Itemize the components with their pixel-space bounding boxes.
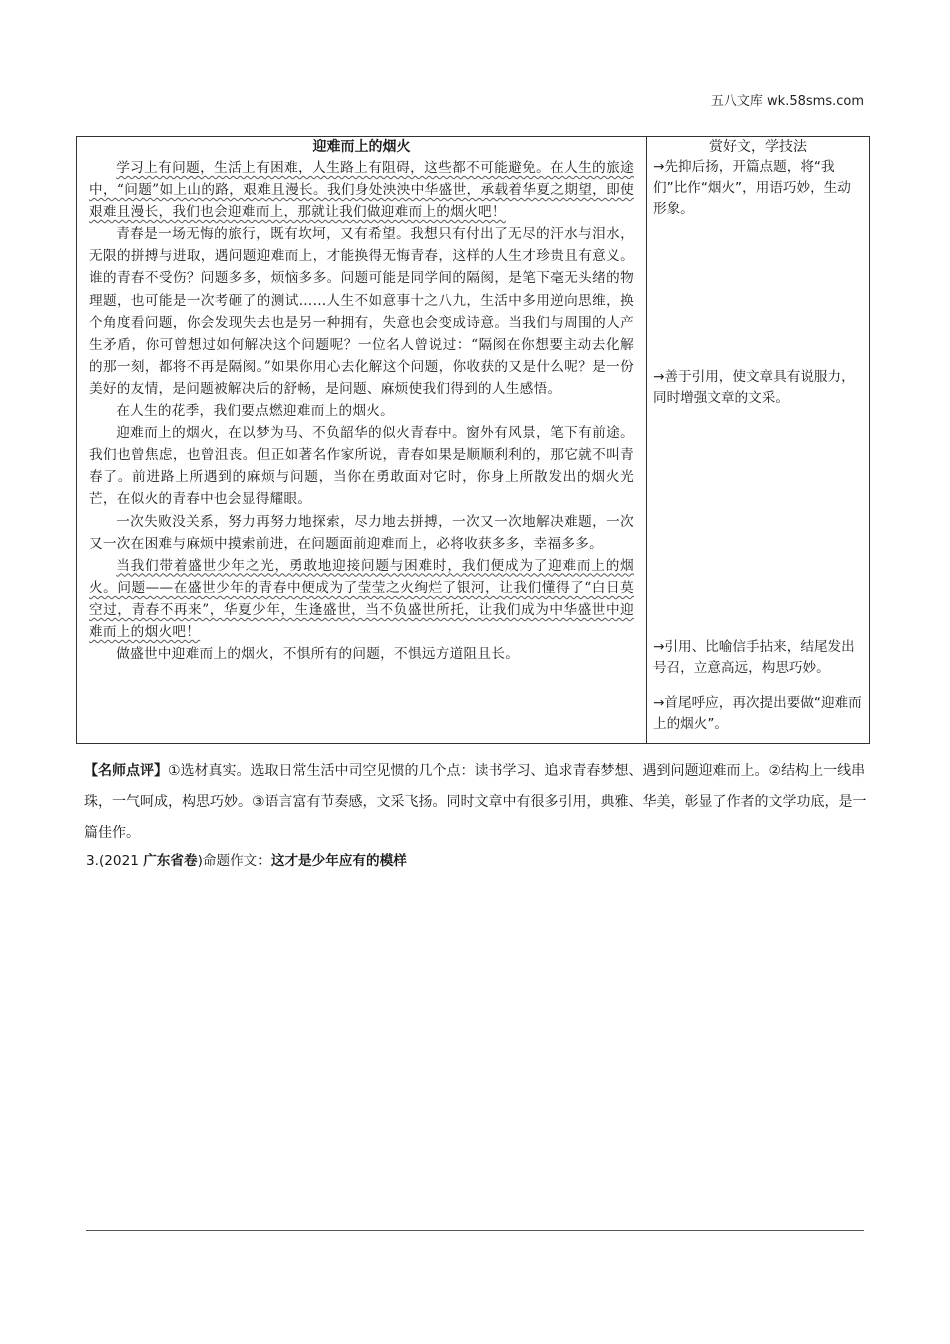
essay-paragraph-1: 学习上有问题，生活上有困难，人生路上有阻碍，这些都不可能避免。在人生的旅途中，“问题”如上山的路，艰难且漫长。我们身处泱泱中华盛世，承载着华夏之期望，即使艰难且漫长，我们也会迎难而上，那就让我们做迎难而上的烟火吧！ [89, 160, 634, 221]
teacher-comment-text: ①选材真实。选取日常生活中司空见惯的几个点：读书学习、追求青春梦想、遇到问题迎难而上。②结构上一线串珠，一气呵成，构思巧妙。③语言富有节奏感，文采飞扬。同时文章中有很多引用，典雅、华美，彰显了作者的文学功底，是一篇佳作。 [84, 763, 867, 841]
annotation-note-2: →善于引用，使文章具有说服力，同时增强文章的文采。 [653, 369, 855, 406]
prompt-number: 3.(2021 [86, 853, 144, 869]
essay-paragraph-3: 在人生的花季，我们要点燃迎难而上的烟火。 [116, 403, 395, 420]
essay-paragraph-6: 当我们带着盛世少年之光，勇敢地迎接问题与困难时，我们便成为了迎难而上的烟火。问题——在盛世少年的青春中便成为了莹莹之火绚烂了银河，让我们懂得了“白日莫空过，青春不再来”，华夏少年，生逢盛世，当不负盛世所托，让我们成为中华盛世中迎难而上的烟火吧！ [89, 557, 634, 640]
annotation-note-1: →先抑后扬，开篇点题，将“我们”比作“烟火”，用语巧妙，生动形象。 [653, 159, 851, 217]
annotation-title: 赏好文，学技法 [709, 139, 807, 155]
essay-table [76, 136, 870, 744]
site-header: 五八文库 wk.58sms.com [710, 94, 864, 109]
footer-divider [86, 1230, 864, 1231]
essay-prompt [86, 849, 407, 869]
prompt-topic: 这才是少年应有的模样 [270, 853, 407, 869]
essay-paragraph-5: 一次失败没关系，努力再努力地探索，尽力地去拼搏，一次又一次地解决难题，一次又一次在困难与麻烦中摸索前进，在问题面前迎难而上，必将收获多多，幸福多多。 [89, 513, 634, 552]
annotation-note-4: →首尾呼应，再次提出要做“迎难而上的烟火”。 [653, 695, 862, 732]
annotation-column [647, 137, 869, 743]
teacher-comment [84, 756, 874, 849]
essay-title: 迎难而上的烟火 [312, 139, 411, 155]
essay-paragraph-4: 迎难而上的烟火，在以梦为马、不负韶华的似火青春中。窗外有风景，笔下有前途。我们也曾焦虑，也曾沮丧。但正如著名作家所说，青春如果是顺顺利利的，那它就不叫青春了。前进路上所遇到的麻烦与问题，当你在勇敢面对它时，你身上所散发出的烟火光芒，在似火的青春中也会显得耀眼。 [89, 425, 634, 508]
prompt-source: 广东省卷 [143, 853, 198, 869]
annotation-note-3: →引用、比喻信手拈来，结尾发出号召，立意高远，构思巧妙。 [653, 639, 855, 676]
essay-paragraph-7: 做盛世中迎难而上的烟火，不惧所有的问题，不惧远方道阻且长。 [116, 646, 520, 663]
teacher-comment-label: 【名师点评】 [84, 763, 168, 779]
essay-column [77, 137, 647, 743]
essay-paragraph-2: 青春是一场无悔的旅行，既有坎坷，又有希望。我想只有付出了无尽的汗水与泪水，无限的拼搏与进取，遇问题迎难而上，才能换得无悔青春，这样的人生才珍贵且有意义。谁的青春不受伤？问题多多，烦恼多多。问题可能是同学间的隔阂，是笔下毫无头绪的物理题，也可能是一次考砸了的测试……人生不如意事十之八九，生活中多用逆向思维，换个角度看问题，你会发现失去也是另一种拥有，失意也会变成诗意。当我们与周围的人产生矛盾，你可曾想过如何解决这个问题呢？一位名人曾说过：“隔阂在你想要主动去化解的那一刻，都将不再是隔阂。”如果你用心去化解这个问题，你收获的又是什么呢？是一份美好的友情，是问题被解决后的舒畅，是问题、麻烦使我们得到的人生感悟。 [89, 226, 634, 397]
prompt-middle: )命题作文： [197, 853, 271, 869]
